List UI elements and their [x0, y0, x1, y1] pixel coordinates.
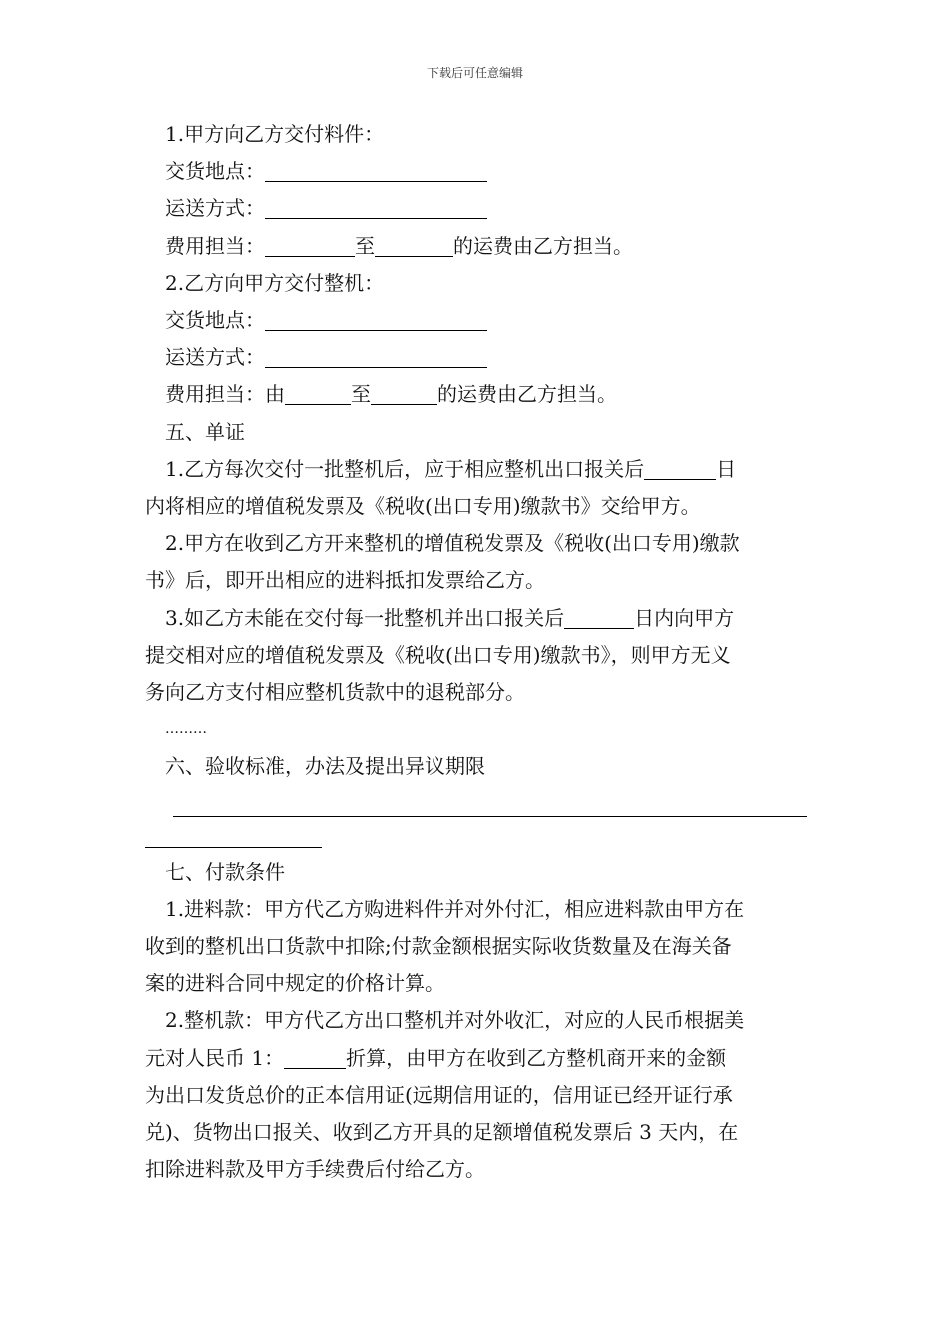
sec7-p2-line2 — [145, 1040, 807, 1077]
s1-mode-label: 运送方式： — [165, 196, 265, 221]
s1-cost-from-blank[interactable] — [265, 234, 355, 257]
s2-cost-mid: 至 — [351, 382, 371, 407]
section-6-heading: 六、验收标准，办法及提出异议期限 — [165, 754, 485, 779]
s1-place-label: 交货地点： — [165, 159, 265, 184]
s2-place-label: 交货地点： — [165, 308, 265, 333]
sec5-p3-line2: 提交相对应的增值税发票及《税收(出口专用)缴款书》，则甲方无义 — [145, 642, 731, 667]
sec7-p1-line3: 案的进料合同中规定的价格计算。 — [145, 971, 445, 996]
s1-place-line — [145, 153, 807, 190]
sec7-exchange-rate-blank[interactable] — [284, 1046, 346, 1069]
sec5-p1-text-b: 日 — [716, 456, 737, 481]
s1-cost-to-blank[interactable] — [375, 234, 453, 257]
sec7-p1-line1: 1.进料款：甲方代乙方购进料件并对外付汇，相应进料款由甲方在 — [165, 896, 745, 921]
s1-cost-label: 费用担当： — [165, 233, 265, 258]
s2-cost-line — [145, 376, 807, 413]
sec5-p2-line2: 书》后，即开出相应的进料抵扣发票给乙方。 — [145, 568, 545, 593]
sec7-p2-text-b: 折算，由甲方在收到乙方整机商开来的金额 — [346, 1045, 727, 1070]
sec7-p2-line3: 为出口发货总价的正本信用证(远期信用证的，信用证已经开证行承 — [145, 1082, 733, 1107]
sec5-p3-line1 — [145, 600, 807, 637]
s2-place-line — [145, 302, 807, 339]
s1-cost-line — [145, 228, 807, 265]
sec5-p3-days-blank[interactable] — [564, 606, 634, 629]
sec7-p2-line1: 2.整机款：甲方代乙方出口整机并对外收汇，对应的人民币根据美 — [165, 1008, 745, 1033]
sec7-p2-line5: 扣除进料款及甲方手续费后付给乙方。 — [145, 1157, 485, 1182]
section-7-heading: 七、付款条件 — [165, 859, 285, 884]
section-1-title: 1.甲方向乙方交付料件： — [165, 122, 385, 146]
sec5-p3-text-a: 3.如乙方未能在交付每一批整机并出口报关后 — [165, 605, 565, 630]
sec6-long-blank-1[interactable] — [173, 786, 807, 817]
sec5-p1-line2: 内将相应的增值税发票及《税收(出口专用)缴款书》交给甲方。 — [145, 494, 701, 519]
s2-mode-blank[interactable] — [265, 345, 487, 368]
contract-body — [145, 116, 807, 1188]
s1-place-blank[interactable] — [265, 159, 487, 182]
sec5-p3-line3: 务向乙方支付相应整机货款中的退税部分。 — [145, 680, 525, 705]
sec5-p3-text-b: 日内向甲方 — [634, 605, 735, 630]
s1-cost-mid: 至 — [355, 233, 375, 258]
s2-mode-label: 运送方式： — [165, 345, 265, 370]
section-2-title: 2.乙方向甲方交付整机： — [165, 270, 385, 295]
sec5-p2-line1: 2.甲方在收到乙方开来整机的增值税发票及《税收(出口专用)缴款 — [165, 531, 740, 556]
sec7-p1-line2: 收到的整机出口货款中扣除;付款金额根据实际收货数量及在海关备 — [145, 934, 732, 959]
sec7-p2-text-a: 元对人民币 1： — [145, 1045, 285, 1070]
s2-place-blank[interactable] — [265, 308, 487, 331]
s1-cost-tail: 的运费由乙方担当。 — [453, 233, 633, 258]
s2-cost-label: 费用担当：由 — [165, 382, 285, 407]
sec5-p1-line1 — [145, 451, 807, 488]
section-5-heading: 五、单证 — [165, 419, 245, 444]
sec7-p2-line4: 兑)、货物出口报关、收到乙方开具的足额增值税发票后 3 天内，在 — [145, 1120, 739, 1145]
sec6-long-blank-2[interactable] — [145, 817, 322, 848]
s2-cost-tail: 的运费由乙方担当。 — [437, 382, 617, 407]
ellipsis-dots: ……… — [165, 721, 207, 738]
page-header: 下载后可任意编辑 — [426, 66, 523, 80]
sec5-p1-days-blank[interactable] — [644, 457, 716, 480]
s2-mode-line — [145, 339, 807, 376]
s1-mode-line — [145, 190, 807, 227]
s1-mode-blank[interactable] — [265, 196, 487, 219]
s2-cost-from-blank[interactable] — [285, 382, 351, 405]
sec5-p1-text-a: 1.乙方每次交付一批整机后，应于相应整机出口报关后 — [165, 456, 645, 481]
s2-cost-to-blank[interactable] — [371, 382, 437, 405]
